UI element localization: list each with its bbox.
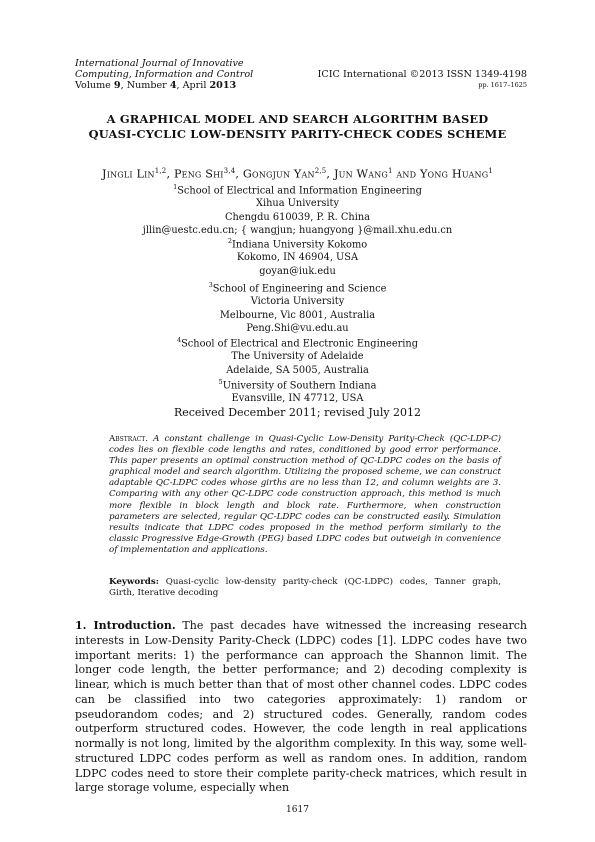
affiliation-3-email: Peng.Shi@vu.edu.au <box>246 322 349 334</box>
affiliation-1-email: jllin@uestc.edu.cn; { wangjun; huangyong }@mail.xhu.edu.cn <box>142 224 453 236</box>
abstract-text: A constant challenge in Quasi-Cyclic Low-Density Parity-Check (QC-LDP-C) codes lies on flexible code lengths and rates, conditioned by good error performance. This paper presents an optimal construction method of QC-LDPC codes on the basis of graphical model and search algorithm. Utilizing the proposed scheme, we can construct adaptable QC-LDPC codes whose girths are no less than 12, and column weights are 3. Comparing with any other QC-LDPC code construction approach, this method is much more flexible in block length and block rate. Furthermore, when construction parameters are selected, regular QC-LDPC codes can be constructed easily. Simulation results indicate that LDPC codes proposed in the method perform similarly to the classic Progressive Edge-Growth (PEG) based LDPC codes but outweigh in convenience of implementation and applications. <box>109 434 501 555</box>
author-name: Peng Shi <box>173 167 224 181</box>
author-list <box>40 167 555 181</box>
affiliation-5: $^5$University of Southern Indiana Evansville, IN 47712, USA <box>218 378 377 405</box>
publisher-header <box>318 69 527 91</box>
author-name: Jun Wang <box>333 167 388 181</box>
section-heading: 1. Introduction. <box>75 619 176 632</box>
author-name: Gongjun Yan <box>242 167 315 181</box>
affiliation-2: $^2$Indiana University Kokomo Kokomo, IN 46904, USA goyan@iuk.edu <box>60 235 535 278</box>
issue-number: 4 <box>169 80 177 91</box>
keywords-label: Keywords: <box>109 577 159 587</box>
year: 2013 <box>209 80 237 91</box>
affiliation-4: $^4$School of Electrical and Electronic Engineering The University of Adelaide Adelaide, SA 5005, Australia <box>176 336 419 376</box>
abstract-label: Abstract. <box>109 434 149 444</box>
copyright-issn: ICIC International ©2013 ISSN 1349-4198 <box>317 69 527 80</box>
page-number: 1617 <box>286 805 309 815</box>
journal-name-line2: Computing, Information and Control <box>75 69 254 80</box>
abstract <box>109 434 501 556</box>
author-affiliation-marker: 1 <box>488 167 493 175</box>
affiliation-2-email: goyan@iuk.edu <box>259 265 336 277</box>
received-dates: Received December 2011; revised July 2012 <box>173 406 422 419</box>
page-range: pp. 1617–1625 <box>478 81 527 89</box>
author-affiliation-marker: 3,4 <box>223 167 236 175</box>
keywords <box>109 577 501 599</box>
affiliation-3: $^3$School of Engineering and Science Victoria University Melbourne, Vic 8001, Australia Peng.Shi@vu.edu.au <box>60 279 535 335</box>
volume-number: 9 <box>113 80 121 91</box>
keywords-text: Quasi-cyclic low-density parity-check (QC-LDPC) codes, Tanner graph, Girth, Iterative decoding <box>109 577 501 599</box>
author-separator: and <box>392 167 420 181</box>
author-name: Jingli Lin <box>102 167 155 181</box>
title-line2: QUASI-CYCLIC LOW-DENSITY PARITY-CHECK CODES SCHEME <box>88 127 507 141</box>
journal-name-line1: International Journal of Innovative <box>75 58 244 69</box>
author-separator: , <box>326 167 334 181</box>
author-affiliation-marker: 2,5 <box>314 167 327 175</box>
journal-header <box>75 58 253 91</box>
author-name: Yong Huang <box>419 167 489 181</box>
paper-title <box>60 112 535 142</box>
introduction-text: The past decades have witnessed the increasing research interests in Low-Density Parity-Check (LDPC) codes [1]. LDPC codes have two important merits: 1) the performance can approach the Shannon limit. The longer code length, the better performance; and 2) decoding complexity is linear, which is much better than that of most other channel codes. LDPC codes can be classified into two categories approximately: 1) random or pseudorandom codes; and 2) structured codes. Generally, random codes outperform structured codes. However, the code length in real applications normally is not long, limited by the algorithm complexity. In this way, some well-structured LDPC codes perform as well as random ones. In addition, random LDPC codes need to store their complete parity-check matrices, which result in large storage volume, especially when <box>75 619 528 795</box>
author-affiliation-marker: 1,2 <box>154 167 167 175</box>
author-separator: , <box>235 167 243 181</box>
author-separator: , <box>166 167 174 181</box>
affiliation-1: $^1$School of Electrical and Information Engineering Xihua University Chengdu 610039, P. R. China jllin@uestc.edu.cn; { wangjun; huangyong }@mail.xhu.edu.cn <box>60 181 535 237</box>
volume-line: Volume 9, Number 4, April 2013 <box>75 80 237 91</box>
title-line1: A GRAPHICAL MODEL AND SEARCH ALGORITHM BASED <box>106 112 489 126</box>
author-affiliation-marker: 1 <box>388 167 393 175</box>
introduction-section <box>75 619 527 796</box>
